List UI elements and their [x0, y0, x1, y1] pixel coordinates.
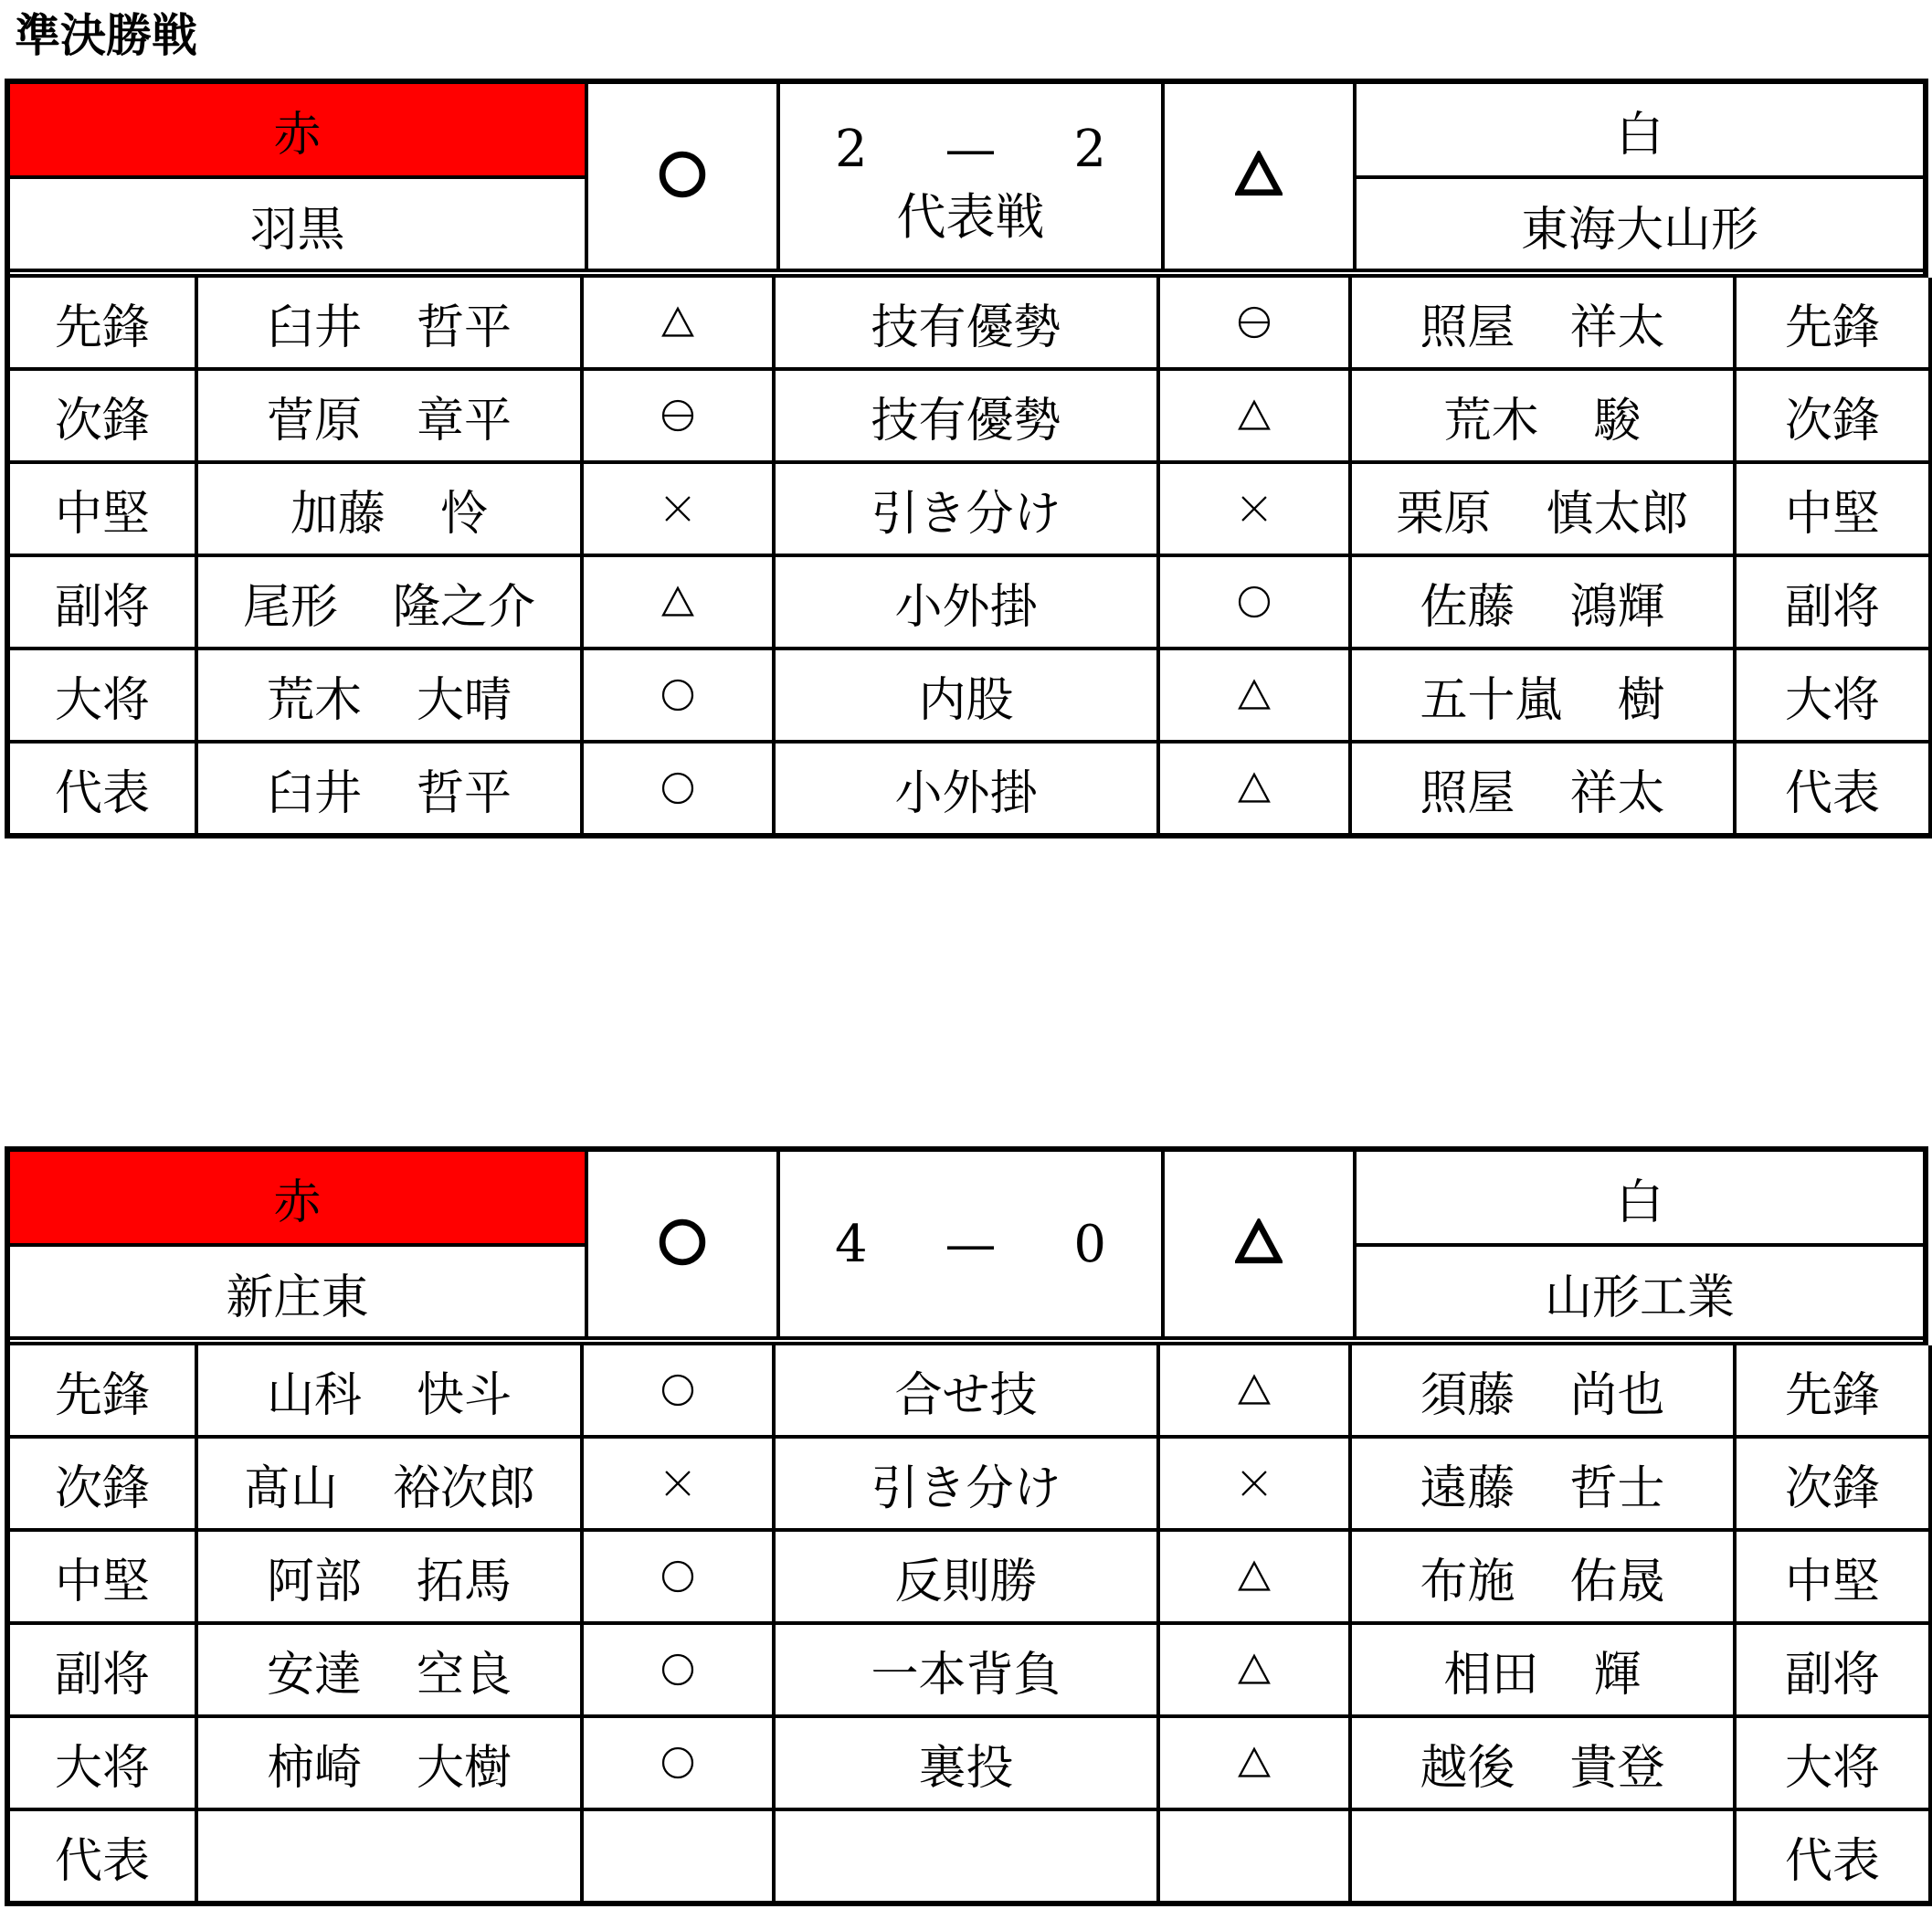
technique-cell [774, 742, 1158, 836]
red-mark-cell [582, 278, 774, 369]
circle-mark-icon [660, 1551, 695, 1606]
red-team-name: 羽黒 [249, 202, 345, 258]
triangle-mark-icon [660, 576, 695, 631]
player-given-name: 大晴 [417, 672, 512, 728]
position-right-cell [1735, 742, 1931, 836]
position-right-cell [1735, 1530, 1931, 1623]
circle-mark-icon [660, 1644, 695, 1699]
player-family-name: 髙山 [242, 1461, 338, 1516]
bout-row [7, 1716, 1931, 1809]
white-mark-cell [1158, 1809, 1350, 1904]
white-player-cell [1350, 742, 1735, 836]
triangle-mark-icon [1237, 763, 1272, 817]
red-player-cell [196, 278, 582, 369]
red-mark-cell [582, 1530, 774, 1623]
circle-mark-icon [660, 670, 695, 724]
red-mark-cell [582, 649, 774, 742]
bout-row [7, 278, 1931, 369]
bout-row [7, 462, 1931, 555]
red-mark-cell [582, 1345, 774, 1437]
bout-row [7, 1530, 1931, 1623]
position-left-cell [7, 1530, 196, 1623]
white-mark-cell [1158, 1716, 1350, 1809]
white-player-cell [1350, 1716, 1735, 1809]
bout-row [7, 1345, 1931, 1437]
position-right-cell [1735, 369, 1931, 462]
red-result-cell [588, 84, 780, 269]
red-result-mark [588, 1152, 776, 1336]
white-result-mark [1165, 84, 1353, 269]
position-left-cell [7, 555, 196, 649]
player-given-name: 哲平 [417, 765, 512, 821]
technique-cell [774, 555, 1158, 649]
player-family-name: 尾形 [242, 579, 338, 635]
position-label: 大将 [54, 672, 150, 728]
match-table [5, 79, 1928, 838]
white-mark-cell [1158, 1437, 1350, 1530]
white-player-cell [1350, 1437, 1735, 1530]
position-right-cell [1735, 1623, 1931, 1716]
triangle-mark-icon [1237, 1551, 1272, 1606]
player-family-name: 加藤 [290, 486, 385, 542]
technique-label: 反則勝 [894, 1554, 1038, 1609]
red-result-mark [588, 84, 776, 269]
position-right-cell [1735, 462, 1931, 555]
player-given-name: 佑晟 [1569, 1554, 1665, 1609]
white-team-cell [1357, 1152, 1923, 1336]
position-label: 先鋒 [1784, 1367, 1880, 1423]
player-given-name: 尚也 [1569, 1367, 1665, 1423]
technique-cell [774, 369, 1158, 462]
bout-row [7, 1623, 1931, 1716]
position-label: 先鋒 [1784, 300, 1880, 355]
position-label: 中堅 [54, 1554, 150, 1609]
triangle-mark-icon [1237, 670, 1272, 724]
position-left-cell [7, 742, 196, 836]
triangle-mark-icon [1237, 1365, 1272, 1419]
position-label: 副将 [1784, 1647, 1880, 1703]
position-left-cell [7, 1437, 196, 1530]
white-banner: 白 [1357, 1152, 1923, 1247]
player-given-name: 駿 [1593, 393, 1642, 448]
position-label: 次鋒 [54, 393, 150, 448]
triangle-mark-icon [1235, 1218, 1283, 1270]
bouts-table [5, 278, 1932, 838]
red-mark-cell [582, 462, 774, 555]
technique-cell [774, 1437, 1158, 1530]
technique-label: 小外掛 [894, 579, 1038, 635]
player-family-name: 須藤 [1420, 1367, 1515, 1423]
red-player-cell [196, 742, 582, 836]
white-player-cell [1350, 649, 1735, 742]
position-left-cell [7, 1345, 196, 1437]
technique-label: 小外掛 [894, 765, 1038, 821]
minus-circle-mark-icon [1237, 297, 1272, 352]
player-given-name: 快斗 [417, 1367, 512, 1423]
player-given-name: 樹 [1617, 672, 1665, 728]
player-family-name: 照屋 [1420, 300, 1515, 355]
technique-cell [774, 1716, 1158, 1809]
player-family-name: 荒木 [1443, 393, 1539, 448]
position-right-cell [1735, 649, 1931, 742]
white-team-name: 山形工業 [1544, 1270, 1735, 1325]
red-mark-cell [582, 1623, 774, 1716]
technique-cell [774, 278, 1158, 369]
red-team-name: 新庄東 [226, 1270, 369, 1325]
bout-row [7, 742, 1931, 836]
white-team-cell [1357, 84, 1923, 269]
player-given-name: 輝 [1593, 1647, 1642, 1703]
red-result-cell [588, 1152, 780, 1336]
white-mark-cell [1158, 1623, 1350, 1716]
red-player-cell [196, 649, 582, 742]
technique-cell [774, 649, 1158, 742]
white-player-cell [1350, 462, 1735, 555]
red-mark-cell [582, 1809, 774, 1904]
bouts-table [5, 1345, 1932, 1906]
position-right-cell [1735, 1345, 1931, 1437]
player-family-name: 荒木 [266, 672, 362, 728]
circle-mark-icon [660, 763, 695, 817]
player-family-name: 安達 [266, 1647, 362, 1703]
circle-mark-icon [660, 1737, 695, 1792]
white-player-cell [1350, 1809, 1735, 1904]
position-label: 中堅 [54, 486, 150, 542]
cross-mark-icon [1237, 483, 1272, 538]
white-player-cell [1350, 1345, 1735, 1437]
technique-label: 裏投 [918, 1740, 1014, 1796]
red-team-cell [10, 1152, 588, 1336]
white-team-name: 東海大山形 [1520, 202, 1758, 258]
position-label: 中堅 [1784, 1554, 1880, 1609]
red-team-cell [10, 84, 588, 269]
player-given-name: 祥太 [1569, 765, 1665, 821]
red-mark-cell [582, 742, 774, 836]
score-dash: — [945, 119, 997, 179]
red-player-cell [196, 1623, 582, 1716]
position-label: 副将 [1784, 579, 1880, 635]
technique-cell [774, 1623, 1158, 1716]
position-label: 次鋒 [54, 1461, 150, 1516]
position-label: 代表 [54, 765, 150, 821]
position-label: 次鋒 [1784, 1461, 1880, 1516]
red-mark-cell [582, 369, 774, 462]
match-header [5, 1146, 1928, 1336]
technique-label: 引き分け [871, 1461, 1061, 1516]
red-banner: 赤 [10, 84, 585, 179]
white-mark-cell [1158, 1345, 1350, 1437]
score-dash: — [945, 1214, 997, 1274]
position-label: 代表 [1784, 1833, 1880, 1889]
position-right-cell [1735, 1716, 1931, 1809]
white-result-mark [1165, 1152, 1353, 1336]
triangle-mark-icon [1237, 1644, 1272, 1699]
white-player-cell [1350, 555, 1735, 649]
position-left-cell [7, 649, 196, 742]
triangle-mark-icon [1235, 151, 1283, 202]
position-right-cell [1735, 555, 1931, 649]
bouts-body [7, 1345, 1931, 1904]
player-family-name: 栗原 [1396, 486, 1492, 542]
position-label: 先鋒 [54, 300, 150, 355]
red-mark-cell [582, 555, 774, 649]
player-family-name: 臼井 [266, 300, 362, 355]
player-family-name: 臼井 [266, 765, 362, 821]
player-family-name: 阿部 [266, 1554, 362, 1609]
page-title: 準決勝戦 [15, 9, 197, 62]
player-family-name: 照屋 [1420, 765, 1515, 821]
white-mark-cell [1158, 278, 1350, 369]
technique-label: 内股 [918, 672, 1014, 728]
red-player-cell [196, 462, 582, 555]
red-player-cell [196, 1716, 582, 1809]
player-given-name: 拓馬 [417, 1554, 512, 1609]
position-right-cell [1735, 1437, 1931, 1530]
player-given-name: 裕次郎 [393, 1461, 536, 1516]
position-right-cell [1735, 1809, 1931, 1904]
cross-mark-icon [660, 1458, 695, 1513]
player-given-name: 哲士 [1569, 1461, 1665, 1516]
cross-mark-icon [1237, 1458, 1272, 1513]
minus-circle-mark-icon [660, 390, 695, 445]
circle-mark-icon [1237, 576, 1272, 631]
bout-row [7, 555, 1931, 649]
red-player-cell [196, 1530, 582, 1623]
score-cell [780, 1152, 1165, 1336]
player-given-name: 空良 [417, 1647, 512, 1703]
white-mark-cell [1158, 649, 1350, 742]
triangle-mark-icon [1237, 390, 1272, 445]
position-label: 副将 [54, 1647, 150, 1703]
red-player-cell [196, 1809, 582, 1904]
score-white: 0 [1073, 1214, 1106, 1274]
player-family-name: 相田 [1443, 1647, 1539, 1703]
position-label: 代表 [54, 1833, 150, 1889]
player-given-name: 怜 [440, 486, 489, 542]
score-note: 代表戦 [896, 187, 1045, 246]
position-left-cell [7, 1623, 196, 1716]
bout-row [7, 369, 1931, 462]
player-given-name: 大樹 [417, 1740, 512, 1796]
cross-mark-icon [660, 483, 695, 538]
white-result-cell [1165, 1152, 1357, 1336]
position-label: 大将 [1784, 672, 1880, 728]
position-right-cell [1735, 278, 1931, 369]
player-family-name: 遠藤 [1420, 1461, 1515, 1516]
player-given-name: 慎太郎 [1546, 486, 1689, 542]
red-player-cell [196, 555, 582, 649]
white-player-cell [1350, 369, 1735, 462]
player-family-name: 菅原 [266, 393, 362, 448]
score-white: 2 [1073, 119, 1106, 179]
technique-cell [774, 1530, 1158, 1623]
technique-label: 合せ技 [894, 1367, 1038, 1423]
player-family-name: 越後 [1420, 1740, 1515, 1796]
white-mark-cell [1158, 369, 1350, 462]
technique-cell [774, 1809, 1158, 1904]
match-header [5, 79, 1928, 269]
white-banner: 白 [1357, 84, 1923, 179]
position-label: 大将 [54, 1740, 150, 1796]
technique-label: 一本背負 [871, 1647, 1061, 1703]
technique-label: 技有優勢 [871, 300, 1061, 355]
circle-mark-icon [659, 1218, 706, 1270]
triangle-mark-icon [1237, 1737, 1272, 1792]
player-given-name: 鴻輝 [1569, 579, 1665, 635]
position-left-cell [7, 278, 196, 369]
red-banner: 赤 [10, 1152, 585, 1247]
red-mark-cell [582, 1716, 774, 1809]
white-player-cell [1350, 278, 1735, 369]
triangle-mark-icon [660, 297, 695, 352]
player-family-name: 佐藤 [1420, 579, 1515, 635]
position-left-cell [7, 369, 196, 462]
position-label: 中堅 [1784, 486, 1880, 542]
position-left-cell [7, 1809, 196, 1904]
player-family-name: 山科 [266, 1367, 362, 1423]
score-line [780, 1212, 1161, 1276]
bout-row [7, 1809, 1931, 1904]
score-line [780, 117, 1161, 181]
score-red: 4 [835, 1214, 868, 1274]
position-label: 次鋒 [1784, 393, 1880, 448]
circle-mark-icon [659, 151, 706, 202]
player-family-name: 五十嵐 [1420, 672, 1563, 728]
player-given-name: 哲平 [417, 300, 512, 355]
red-player-cell [196, 1437, 582, 1530]
technique-cell [774, 1345, 1158, 1437]
technique-cell [774, 462, 1158, 555]
player-given-name: 祥太 [1569, 300, 1665, 355]
position-left-cell [7, 462, 196, 555]
bout-row [7, 1437, 1931, 1530]
white-player-cell [1350, 1623, 1735, 1716]
position-left-cell [7, 1716, 196, 1809]
score-cell [780, 84, 1165, 269]
player-given-name: 隆之介 [393, 579, 536, 635]
player-family-name: 布施 [1420, 1554, 1515, 1609]
white-player-cell [1350, 1530, 1735, 1623]
technique-label: 引き分け [871, 486, 1061, 542]
red-mark-cell [582, 1437, 774, 1530]
white-mark-cell [1158, 462, 1350, 555]
player-given-name: 章平 [417, 393, 512, 448]
red-player-cell [196, 1345, 582, 1437]
score-red: 2 [835, 119, 868, 179]
player-family-name: 柿崎 [266, 1740, 362, 1796]
position-label: 先鋒 [54, 1367, 150, 1423]
white-mark-cell [1158, 742, 1350, 836]
match-table [5, 1146, 1928, 1906]
white-mark-cell [1158, 555, 1350, 649]
position-label: 代表 [1784, 765, 1880, 821]
technique-label: 技有優勢 [871, 393, 1061, 448]
player-given-name: 貴登 [1569, 1740, 1665, 1796]
position-label: 副将 [54, 579, 150, 635]
bout-row [7, 649, 1931, 742]
white-mark-cell [1158, 1530, 1350, 1623]
white-result-cell [1165, 84, 1357, 269]
position-label: 大将 [1784, 1740, 1880, 1796]
bouts-body [7, 278, 1931, 836]
circle-mark-icon [660, 1365, 695, 1419]
red-player-cell [196, 369, 582, 462]
